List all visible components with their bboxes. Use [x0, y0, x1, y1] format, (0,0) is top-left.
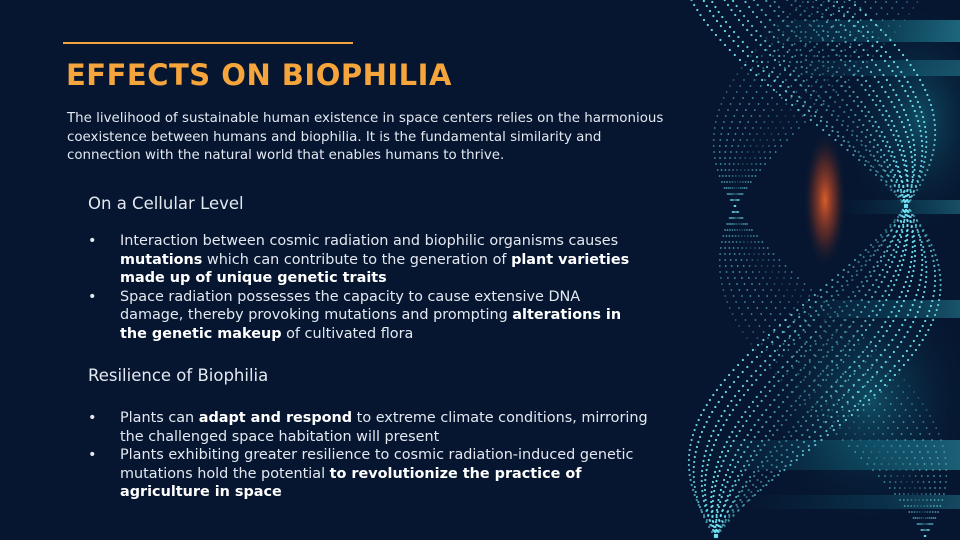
bullet-list-cellular [88, 232, 648, 343]
bullet-text: Space radiation possesses the capacity to cause extensive DNA damage, thereby provoking mutations and prompting [120, 288, 581, 323]
bullet-list-resilience [88, 409, 648, 502]
bullet-dot-icon: • [88, 288, 97, 305]
bullet-text: Plants exhibiting greater resilience to cosmic radiation-induced genetic mutations hold the potential [120, 447, 634, 482]
bullet-bold-text: adapt and respond [198, 410, 353, 426]
bullet-item [88, 288, 648, 344]
bullet-text: Interaction between cosmic radiation and biophilic organisms causes [120, 233, 619, 249]
bullet-text: to extreme climate conditions, mirroring the challenged space habitation will present [120, 410, 648, 445]
bullet-text: Plants can [120, 410, 199, 426]
accent-rule [63, 42, 353, 44]
bullet-bold-text: plant varieties made up of unique genetic traits [120, 251, 630, 286]
bullet-item [88, 232, 648, 288]
intro-paragraph: The livelihood of sustainable human existence in space centers relies on the harmonious coexistence between humans and biophilia. It is the fundamental similarity and connection with the natural world that enables humans to thrive. [67, 111, 664, 163]
bullet-bold-text: mutations [120, 251, 203, 268]
slide-title: EFFECTS ON BIOPHILIA [66, 58, 452, 92]
dna-helix-dots-icon [640, 0, 960, 540]
bullet-dot-icon: • [88, 447, 97, 463]
bullet-item [88, 446, 648, 502]
bullet-bold-text: alterations in the genetic makeup [120, 307, 622, 342]
bullet-item [88, 409, 648, 446]
bullet-dot-icon: • [88, 233, 97, 249]
bullet-dot-icon: • [88, 410, 97, 426]
bullet-bold-text: to revolutionize the practice of agriculture in space [120, 465, 582, 500]
section-heading-resilience: Resilience of Biophilia [88, 366, 269, 385]
bullet-text: of cultivated flora [281, 325, 414, 342]
section-heading-cellular: On a Cellular Level [88, 194, 244, 213]
bullet-text: which can contribute to the generation of [202, 251, 512, 268]
